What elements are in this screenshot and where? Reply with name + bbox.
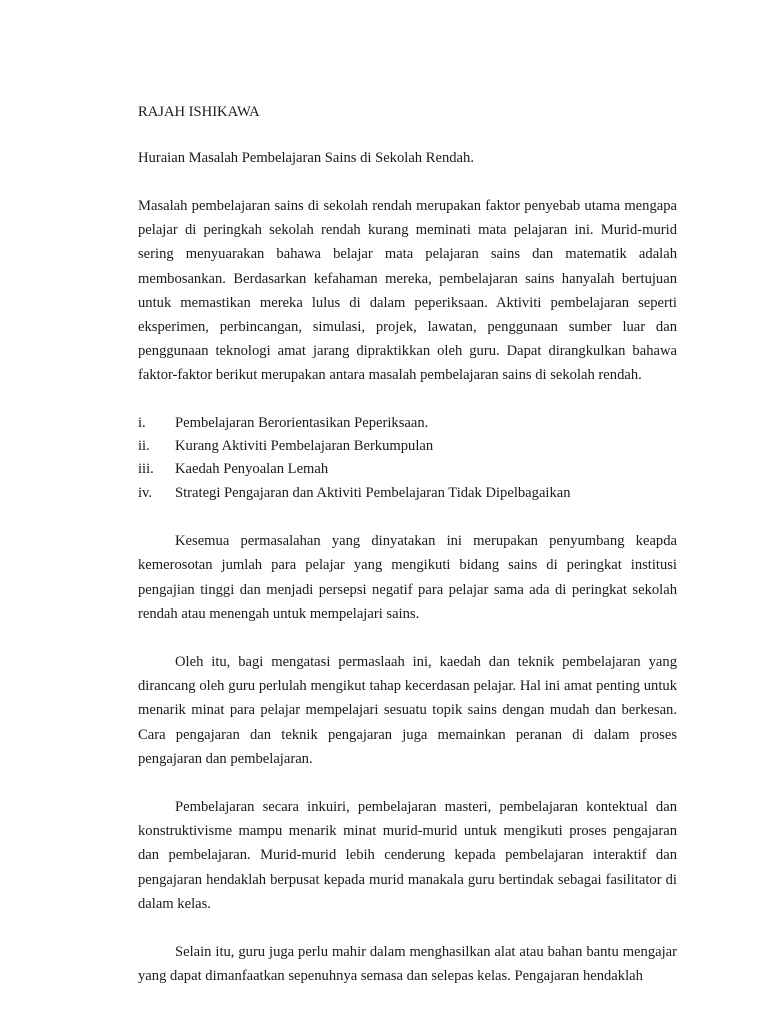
list-item-number: iii. [138, 461, 154, 478]
body-paragraph: Kesemua permasalahan yang dinyatakan ini merupakan penyumbang keapda kemerosotan jumlah para pelajar yang mengikuti bidang sains di peringkat institusi pengajian tinggi dan menjadi persepsi negatif para pelajar sama ada di peringkat sekolah rendah atau menengah untuk mempelajari sains. [138, 533, 677, 622]
list-item-text: Kurang Aktiviti Pembelajaran Berkumpulan [175, 438, 434, 455]
list-item [138, 482, 677, 505]
list-item [138, 458, 677, 481]
list-item-text: Pembelajaran Berorientasikan Peperiksaan. [175, 414, 429, 431]
document-title: RAJAH ISHIKAWA [138, 104, 260, 120]
body-paragraph: Oleh itu, bagi mengatasi permaslaah ini, kaedah dan teknik pembelajaran yang dirancang oleh guru perlulah mengikut tahap kecerdasan pelajar. Hal ini amat penting untuk menarik minat para pelajar mempelajari sesuatu topik sains dengan mudah dan berkesan. Cara pengajaran dan teknik pengajaran juga memainkan peranan di dalam proses pengajaran dan pembelajaran. [138, 654, 677, 767]
problem-list [138, 412, 677, 506]
list-item [138, 412, 677, 435]
list-item-text: Strategi Pengajaran dan Aktiviti Pembelajaran Tidak Dipelbagaikan [175, 484, 571, 501]
list-item-text: Kaedah Penyoalan Lemah [175, 461, 329, 478]
list-item-number: ii. [138, 438, 150, 455]
document-subtitle: Huraian Masalah Pembelajaran Sains di Sekolah Rendah. [138, 150, 474, 166]
body-paragraph: Pembelajaran secara inkuiri, pembelajaran masteri, pembelajaran kontektual dan konstruktivisme mampu menarik minat murid-murid untuk mengikuti proses pengajaran dan pembelajaran. Murid-murid lebih cenderung kepada pembelajaran interaktif dan pengajaran hendaklah berpusat kepada murid manakala guru bertindak sebagai fasilitator di dalam kelas. [138, 799, 677, 912]
list-item [138, 435, 677, 458]
list-item-number: iv. [138, 484, 153, 501]
body-paragraph: Selain itu, guru juga perlu mahir dalam menghasilkan alat atau bahan bantu mengajar yang dapat dimanfaatkan sepenuhnya semasa dan selepas kelas. Pengajaran hendaklah [138, 944, 677, 985]
list-item-number: i. [138, 414, 146, 431]
intro-paragraph: Masalah pembelajaran sains di sekolah rendah merupakan faktor penyebab utama mengapa pelajar di peringkah sekolah rendah kurang meminati mata pelajaran ini. Murid-murid sering menyuarakan bahawa belajar mata pelajaran sains dan matematik adalah membosankan. Berdasarkan kefahaman mereka, pembelajaran sains hanyalah bertujuan untuk memastikan mereka lulus di dalam peperiksaan. Aktiviti pembelajaran seperti eksperimen, perbincangan, simulasi, projek, lawatan, penggunaan sumber luar dan penggunaan teknologi amat jarang dipraktikkan oleh guru. Dapat dirangkulkan bahawa faktor-faktor berikut merupakan antara masalah pembelajaran sains di sekolah rendah. [138, 198, 677, 384]
